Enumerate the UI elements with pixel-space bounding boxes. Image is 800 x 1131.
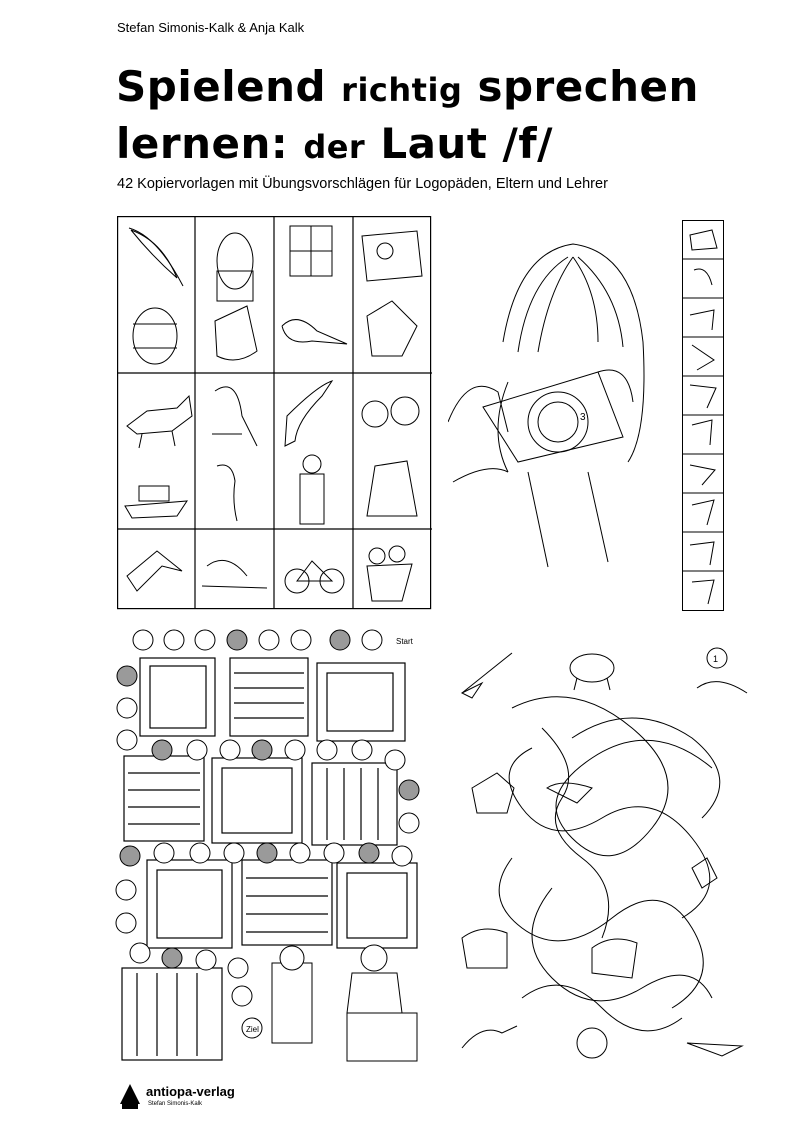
title-word: Laut /f/ — [380, 119, 553, 168]
authors: Stefan Simonis-Kalk & Anja Kalk — [117, 20, 305, 35]
camera-girl-illustration — [448, 232, 673, 572]
title-word: richtig — [341, 71, 463, 109]
title-word: sprechen — [477, 62, 699, 111]
title-word: der — [303, 128, 366, 166]
publisher-logo — [118, 1082, 235, 1115]
title-word: lernen: — [116, 119, 289, 168]
maze-drawing — [452, 638, 757, 1066]
maze-start-number: 1 — [713, 654, 719, 664]
title-line-2 — [116, 119, 553, 168]
maze-illustration — [452, 638, 757, 1066]
board-game — [112, 628, 422, 1068]
subtitle: 42 Kopiervorlagen mit Übungsvorschlägen für Logopäden, Eltern und Lehrer — [117, 176, 608, 192]
goal-label: Ziel — [246, 1025, 259, 1034]
picture-strip-drawing — [682, 220, 725, 612]
title-line-1 — [116, 62, 699, 111]
publisher-imprint: Stefan Simonis-Kalk — [148, 1101, 203, 1107]
picture-card-grid-drawing — [117, 216, 432, 611]
camera-sketch-label: 3 — [580, 412, 586, 423]
publisher-name: antiopa-verlag — [146, 1084, 235, 1099]
start-label: Start — [396, 637, 413, 646]
title-word: Spielend — [116, 62, 327, 111]
picture-card-grid — [117, 216, 432, 611]
publisher-icon — [118, 1082, 142, 1110]
camera-girl-drawing — [448, 232, 673, 572]
board-game-drawing — [112, 628, 422, 1068]
picture-strip — [682, 220, 725, 612]
